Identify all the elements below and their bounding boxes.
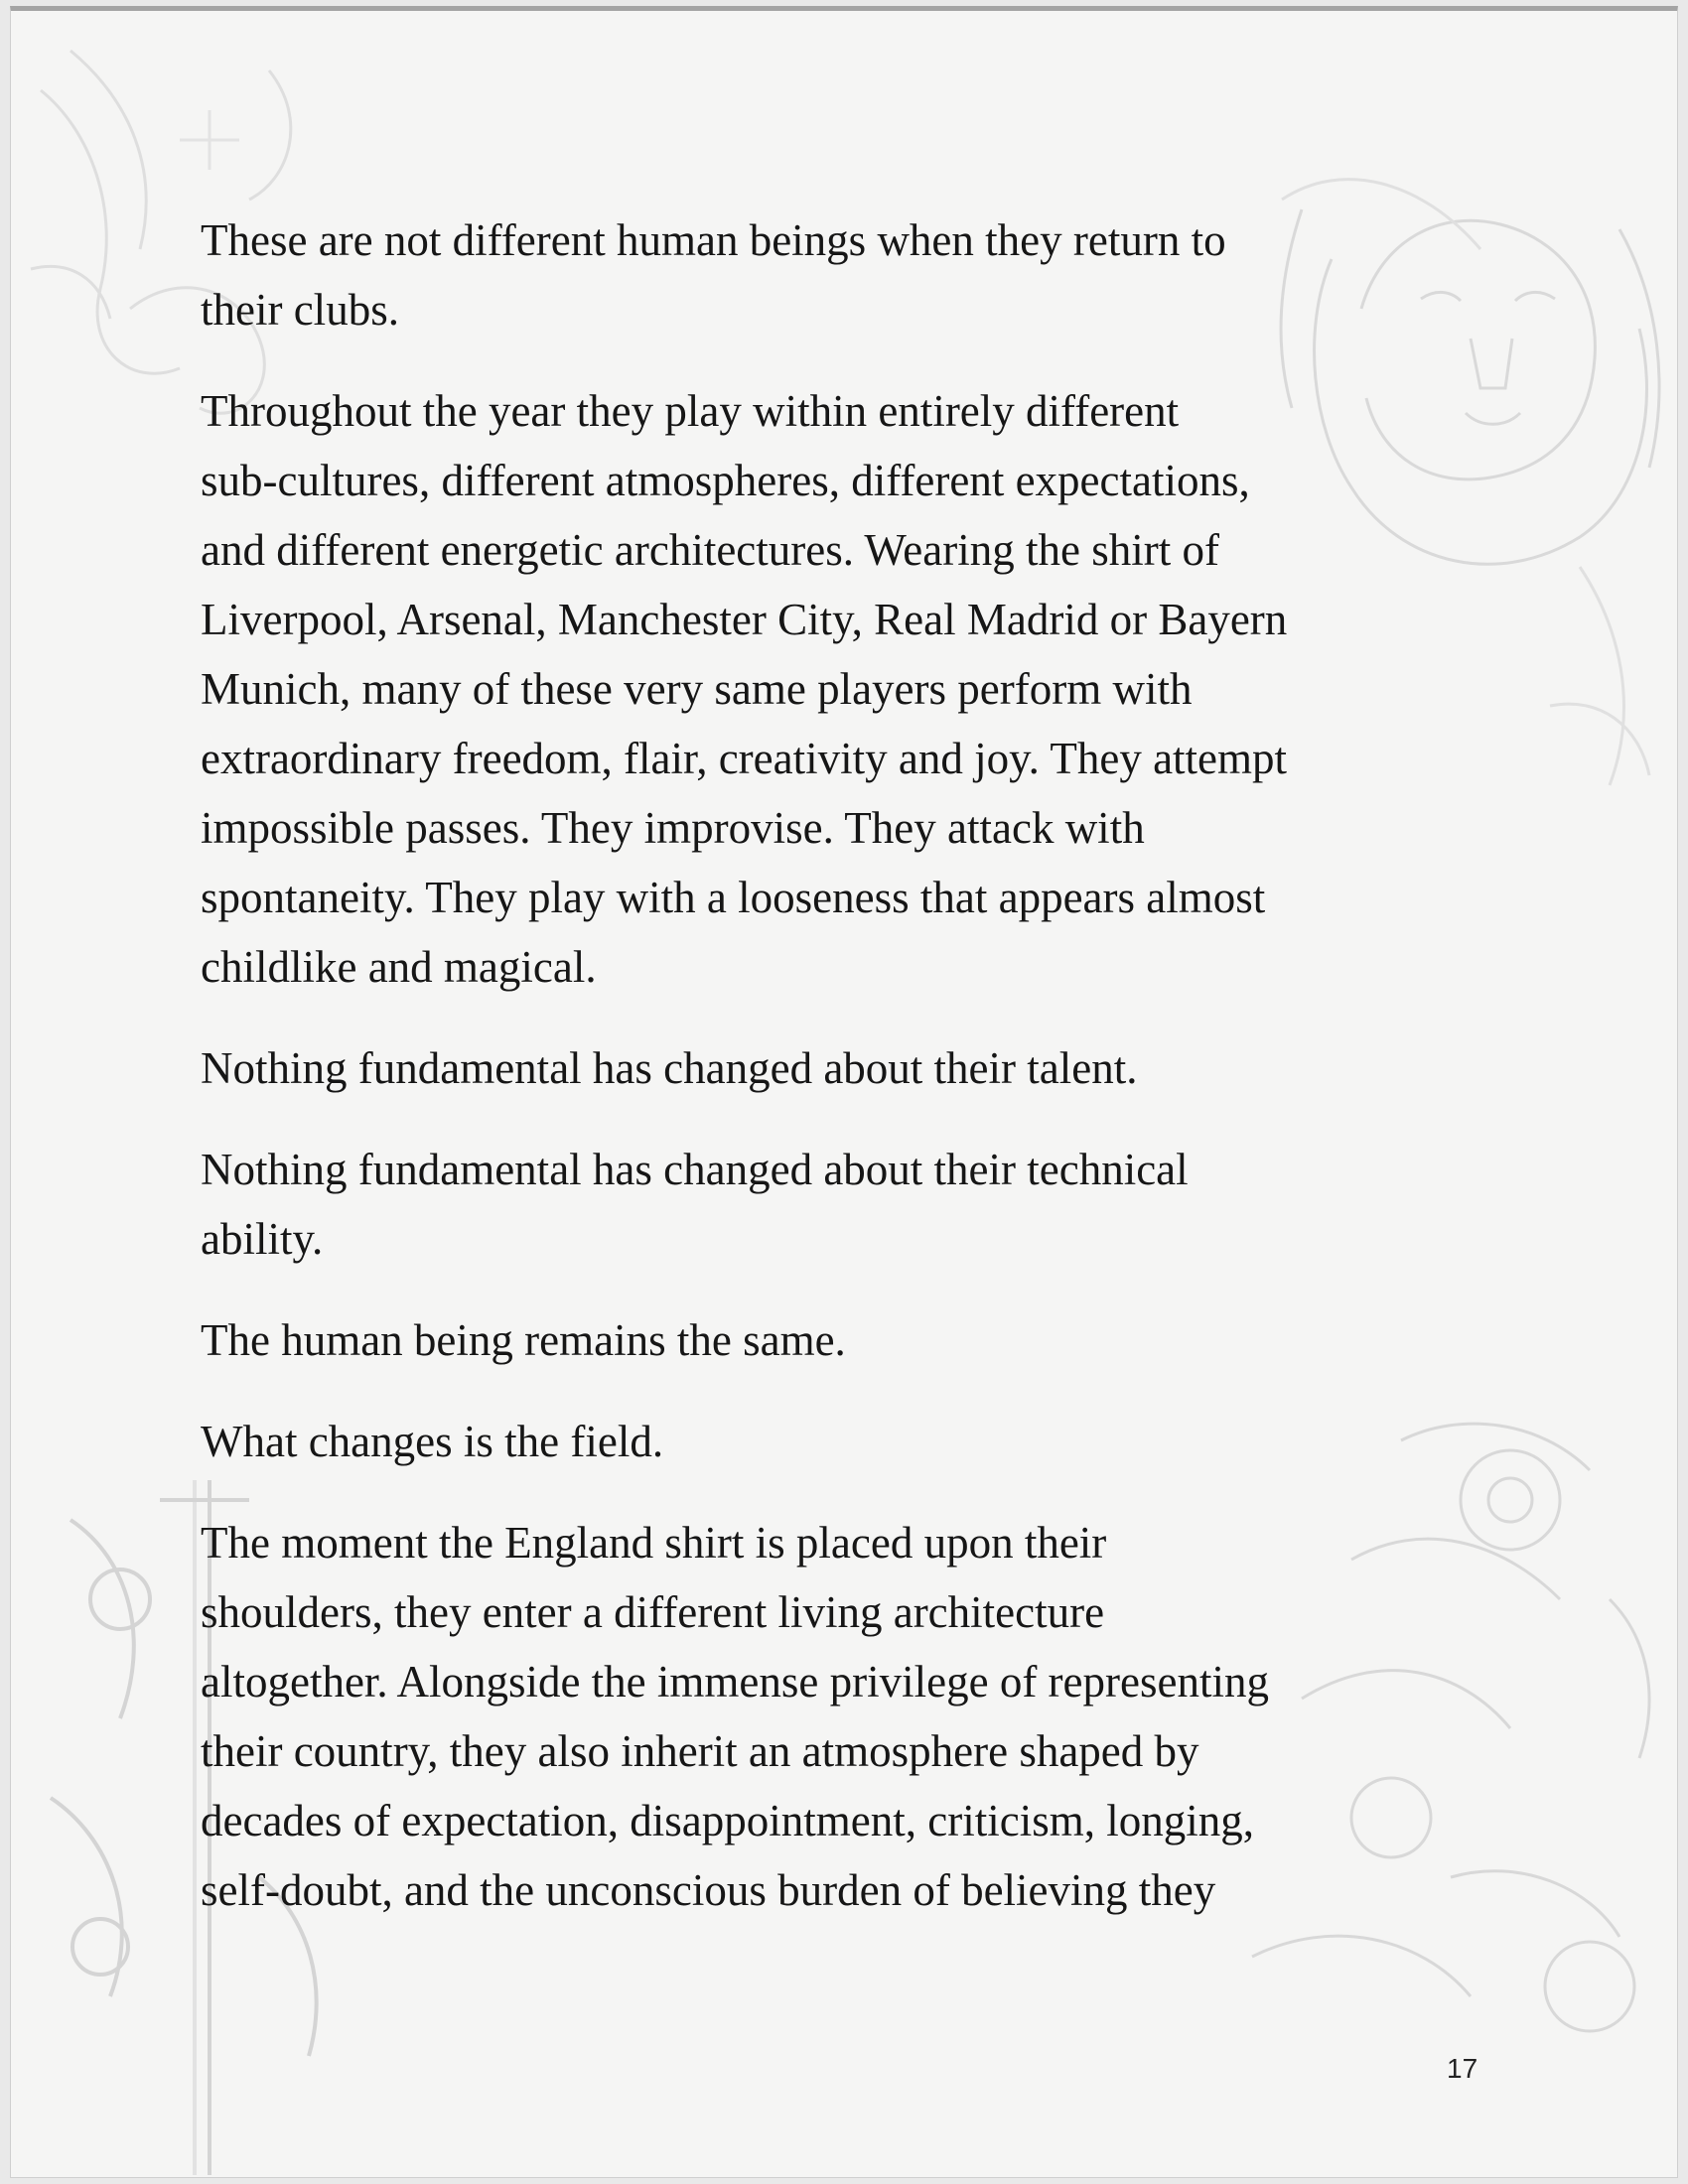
text-line: What changes is the field.: [201, 1417, 664, 1466]
text-line: and different energetic architectures. Wearing the shirt of: [201, 525, 1219, 575]
text-line: The moment the England shirt is placed upon their: [201, 1518, 1107, 1568]
text-line: Nothing fundamental has changed about their technical: [201, 1145, 1189, 1194]
paragraph: [201, 205, 1521, 344]
text-line: Munich, many of these very same players perform with: [201, 664, 1193, 714]
text-line: their country, they also inherit an atmosphere shaped by: [201, 1726, 1199, 1776]
text-line: altogether. Alongside the immense privilege of representing: [201, 1657, 1269, 1706]
paragraph: [201, 1508, 1521, 1925]
text-line: their clubs.: [201, 285, 399, 335]
page-number: 17: [1447, 2053, 1478, 2084]
document-page: [10, 6, 1678, 2178]
text-line: Liverpool, Arsenal, Manchester City, Real Madrid or Bayern: [201, 595, 1288, 644]
paragraph: [201, 1305, 1521, 1375]
text-line: Throughout the year they play within entirely different: [201, 386, 1180, 436]
text-line: These are not different human beings when they return to: [201, 215, 1226, 265]
text-line: spontaneity. They play with a looseness that appears almost: [201, 873, 1266, 922]
text-line: shoulders, they enter a different living architecture: [201, 1587, 1105, 1637]
text-line: Nothing fundamental has changed about their talent.: [201, 1043, 1138, 1093]
text-line: sub-cultures, different atmospheres, different expectations,: [201, 456, 1250, 505]
paragraph: [201, 1407, 1521, 1476]
text-line: self-doubt, and the unconscious burden of believing they: [201, 1865, 1216, 1915]
paragraph: [201, 376, 1521, 1002]
text-line: extraordinary freedom, flair, creativity and joy. They attempt: [201, 734, 1288, 783]
body-text: [201, 205, 1521, 1957]
paragraph: [201, 1135, 1521, 1274]
text-line: childlike and magical.: [201, 942, 597, 992]
paragraph: [201, 1033, 1521, 1103]
text-line: ability.: [201, 1214, 324, 1264]
text-line: The human being remains the same.: [201, 1315, 846, 1365]
text-line: impossible passes. They improvise. They attack with: [201, 803, 1145, 853]
text-line: decades of expectation, disappointment, criticism, longing,: [201, 1796, 1254, 1845]
